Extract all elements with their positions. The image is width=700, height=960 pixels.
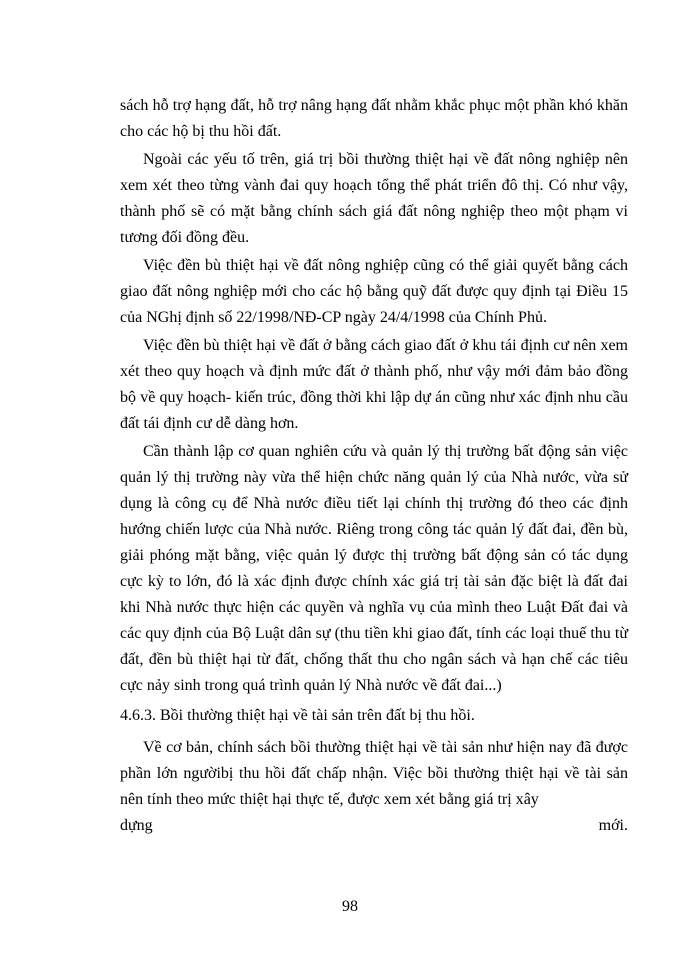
- paragraph-real-estate-market: Cần thành lập cơ quan nghiên cứu và quản lý thị trường bất động sản việc quản lý thị trường này vừa thể hiện chức năng quản lý của Nhà nước, vừa sử dụng là công cụ để Nhà nước điều tiết lại chính thị trường đó theo các định hướng chiến lược của Nhà nước. Riêng trong công tác quản lý đất đai, đền bù, giải phóng mặt bằng, việc quản lý được thị trường bất động sản có tác dụng cực kỳ to lớn, đó là xác định được chính xác giá trị tài sản đặc biệt là đất đai khi Nhà nước thực hiện các quyền và nghĩa vụ của mình theo Luật Đất đai và các quy định của Bộ Luật dân sự (thu tiền khi giao đất, tính các loại thuế thu từ đất, đền bù thiệt hại từ đất, chống thất thu cho ngân sách và hạn chế các tiêu cực nảy sinh trong quá trình quản lý Nhà nước về đất đai...): [120, 443, 628, 694]
- last-line-left: dựng: [120, 817, 153, 834]
- paragraph-agricultural-land-compensation: Việc đền bù thiệt hại về đất nông nghiệp cũng có thể giải quyết bằng cách giao đất nông nghiệp mới cho các hộ bằng quỹ đất được quy định tại Điều 15 của NGhị định số 22/1998/NĐ-CP ngày 24/4/1998 của Chính Phủ.: [120, 257, 628, 326]
- body-text: [120, 93, 628, 839]
- paragraph-continuation: sách hỗ trợ hạng đất, hỗ trợ nâng hạng đất nhằm khắc phục một phần khó khăn cho các hộ bị thu hồi đất.: [120, 97, 628, 140]
- section-heading: 4.6.3. Bồi thường thiệt hại về tài sản trên đất bị thu hồi.: [120, 707, 475, 724]
- last-line-right: mới.: [598, 817, 628, 834]
- paragraph-asset-compensation: Về cơ bản, chính sách bồi thường thiệt hại về tài sản như hiện nay đã được phần lớn ngườibị thu hồi đất chấp nhận. Việc bồi thường thiệt hại về tài sản nên tính theo mức thiệt hại thực tế, được xem xét bằng giá trị xây: [120, 739, 628, 808]
- paragraph-last-line: [120, 813, 628, 839]
- page-number: 98: [342, 898, 358, 915]
- paragraph-resettlement-land: Việc đền bù thiệt hại về đất ở bằng cách giao đất ở khu tái định cư nên xem xét theo quy hoạch và định mức đất ở thành phố, như vậy mới đảm bảo đồng bộ về quy hoạch- kiến trúc, đồng thời khi lập dự án cũng như xác định nhu cầu đất tái định cư dễ dàng hơn.: [120, 337, 628, 432]
- paragraph-valuation-zones: Ngoài các yếu tố trên, giá trị bồi thường thiệt hại về đất nông nghiệp nên xem xét theo từng vành đai quy hoạch tổng thể phát triển đô thị. Có như vậy, thành phố sẽ có mặt bằng chính sách giá đất nông nghiệp theo một phạm vi tương đối đồng đều.: [120, 151, 628, 246]
